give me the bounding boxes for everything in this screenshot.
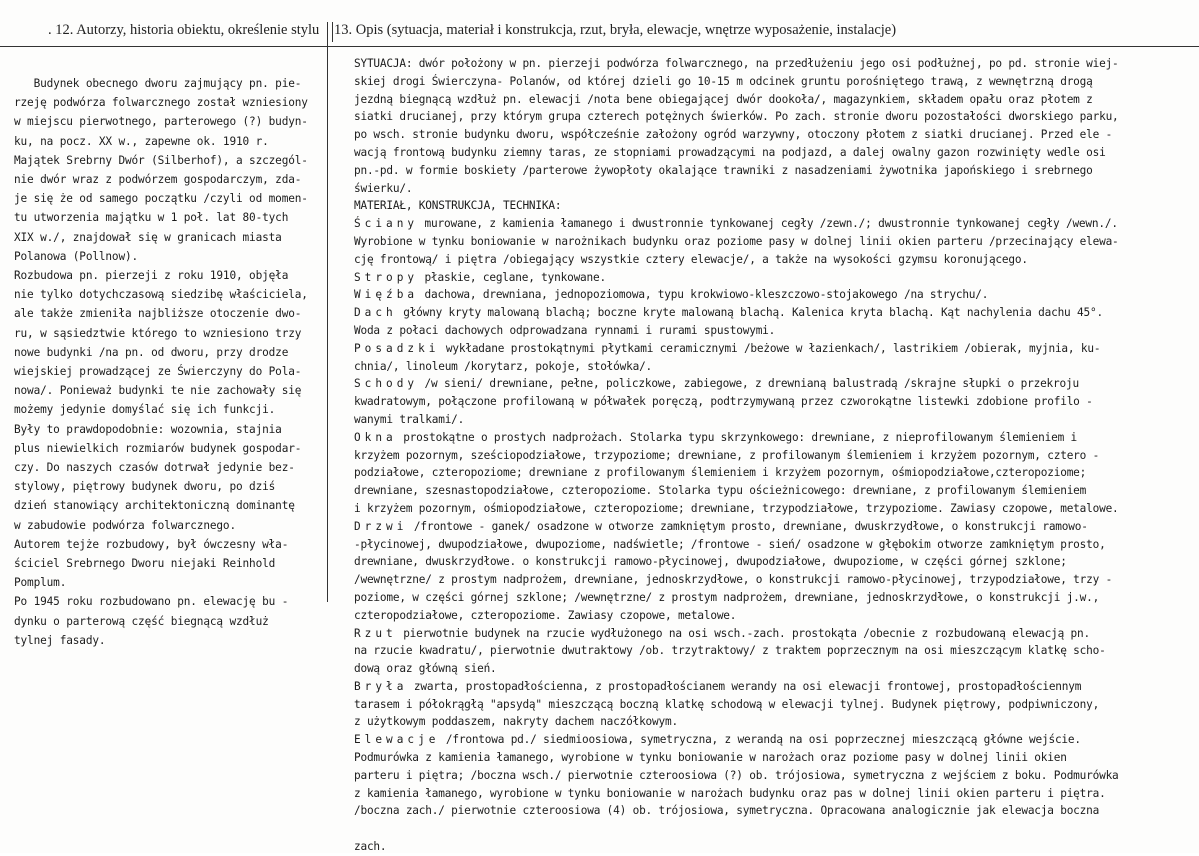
history-line: rzeję podwórza folwarcznego został wzniesiony — [14, 96, 308, 110]
line-text: i krzyżem pozornym, ośmiopodziałowe, czteropoziome; drewniane, trzypodziałowe, trzypoziome. Zawiasy czopowe, metalowe. — [354, 501, 1119, 515]
section-label: Elewacje — [354, 733, 440, 747]
description-line — [354, 802, 1194, 820]
history-line: plus niewielkich rozmiarów budynek gospodar- — [14, 441, 302, 455]
history-line: Po 1945 roku rozbudowano pn. elewację bu - — [14, 595, 289, 609]
description-line — [354, 269, 1194, 287]
line-text: -płycinowej, dwupodziałowe, dwupoziome, nadświetle; /frontowe - sień/ osadzone w głębokim otworze zamkniętym prosto, — [354, 537, 1106, 551]
description-line — [354, 286, 1194, 304]
section-label: Schody — [354, 377, 419, 391]
history-line: ale także zmieniła najbliższe otoczenie dwo- — [14, 307, 302, 321]
history-line: w zabudowie podwórza folwarcznego. — [14, 518, 236, 532]
history-line: ru, w sąsiedztwie którego to wzniesiono trzy — [14, 326, 302, 340]
history-line: Pomplum. — [14, 576, 67, 590]
description-line — [354, 500, 1194, 518]
history-line: Autorem tejże rozbudowy, był ówczesny wła- — [14, 537, 289, 551]
line-text: dową oraz główną sień. — [354, 662, 497, 676]
description-line — [354, 411, 1194, 429]
line-text: z kamienia łamanego, wyrobione w tynku boniowanie w narożach budynku oraz pas w dolnej linii okien parteru i piętra. — [354, 786, 1106, 800]
line-text: wacją frontową budynku ziemny taras, ze stopniami prowadzącymi na podjazd, a dalej owalny gazon rozwinięty wedle osi — [354, 145, 1106, 159]
description-line — [354, 607, 1194, 625]
description-line — [354, 713, 1194, 731]
line-text: /boczna zach./ pierwotnie czteroosiowa (4) ob. trójosiowa, symetryczna. Opracowana analogicznie jak elewacja boczna — [354, 804, 1100, 818]
line-text: chnia/, linoleum /korytarz, pokoje, stołówka/. — [354, 359, 653, 373]
section-label: Rzut — [354, 626, 397, 640]
line-text: wykładane prostokątnymi płytkami ceramicznymi /beżowe w łazienkach/, lastrikiem /obierak, myjnia, ku- — [439, 341, 1101, 355]
line-text: czteropodziałowe, czteropoziome. Zawiasy czopowe, metalowe. — [354, 608, 737, 622]
line-text: SYTUACJA: dwór położony w pn. pierzeji podwórza folwarcznego, na przedłużeniu jego osi podłużnej, po pd. stronie wiej- — [354, 57, 1119, 70]
history-line: XIX w./, znajdował się w granicach miasta — [14, 230, 282, 244]
description-line — [354, 678, 1194, 696]
line-text: główny kryty malowaną blachą; boczne kryte malowaną blachą. Kalenica kryta blachą. Kąt nachylenia dachu 45°. — [396, 306, 1103, 320]
line-text: zwarta, prostopadłościenna, z prostopadłościanem werandy na osi elewacji frontowej, prostopadłościennym — [407, 679, 1082, 693]
header-column-mark — [332, 22, 333, 42]
history-line: czy. Do naszych czasów dotrwał jedynie bez- — [14, 461, 295, 475]
description-line — [354, 767, 1194, 785]
history-line: Budynek obecnego dworu zajmujący pn. pie- — [14, 77, 302, 90]
section-label: Drzwi — [354, 519, 408, 533]
line-text: podziałowe, czteropoziome; drewniane z profilowanym ślemieniem i krzyżem pozornym, ośmiopodziałowe,czteropoziome; — [354, 466, 1087, 480]
line-text: Podmurówka z kamienia łamanego, wyrobione w tynku boniowanie w narożach oraz poziome pasy w dolnej linii okien — [354, 751, 1067, 765]
history-line: Rozbudowa pn. pierzeji z roku 1910, objęła — [14, 269, 289, 283]
section-label: Ściany — [354, 217, 419, 231]
description-line — [354, 91, 1194, 109]
history-line: wiejskiej prowadzącej ze Świerczyny do Pola- — [14, 365, 302, 379]
line-text: drewniane, szesnastopodziałowe, czteropoziome. Stolarka typu ościeżnicowego: drewniane, z profilowanym ślemieniem — [354, 484, 1087, 498]
history-line: Polanowa (Pollnow). — [14, 249, 139, 263]
description-line — [354, 358, 1194, 376]
description-line — [354, 393, 1194, 411]
line-text: /frontowa pd./ siedmioosiowa, symetryczna, z werandą na osi poprzecznej mieszczącą główne wejście. — [439, 733, 1081, 747]
description-line — [354, 375, 1194, 393]
history-line: nie dwór wraz z podwórzem gospodarczym, zda- — [14, 173, 302, 187]
description-line — [354, 251, 1194, 269]
line-text: płaskie, ceglane, tynkowane. — [418, 270, 606, 284]
history-line: dynku o parterową część biegnącą wzdłuż — [14, 614, 269, 628]
description-line — [354, 482, 1194, 500]
history-line: stylowy, piętrowy budynek dworu, po dziś — [14, 480, 276, 494]
section-13-title: 13. Opis (sytuacja, materiał i konstrukcja, rzut, bryła, elewacje, wnętrze wyposażenie, instalacje) — [334, 22, 897, 38]
history-line: Były to prawdopodobnie: wozownia, stajnia — [14, 422, 282, 436]
section-label: Dach — [354, 306, 397, 320]
line-text: świerku/. — [354, 181, 413, 195]
history-line: ściciel Srebrnego Dworu niejaki Reinhold — [14, 557, 276, 571]
description-line — [354, 447, 1194, 465]
line-text: Woda z połaci dachowych odprowadzana rynnami i rurami spustowymi. — [354, 323, 776, 337]
line-text: pierwotnie budynek na rzucie wydłużonego na osi wsch.-zach. prostokąta /obecnie z rozbudowaną elewacją pn. — [396, 626, 1090, 640]
history-line: ku, na pocz. XX w., zapewne ok. 1910 r. — [14, 134, 269, 148]
section-label: Więźba — [354, 288, 419, 302]
history-line: nie tylko dotychczasową siedzibę właściciela, — [14, 288, 308, 302]
description-text — [354, 55, 1194, 856]
history-line: je się że od samego początku /czyli od momen- — [14, 192, 308, 206]
history-line: nowe budynki /na pn. od dworu, przy drodze — [14, 345, 289, 359]
description-line — [354, 180, 1194, 198]
line-text: parteru i piętra; /boczna wsch./ pierwotnie czteroosiowa (?) ob. trójosiowa, symetryczna z wejściem z boku. Podmurówka — [354, 768, 1119, 782]
line-text: wanymi tralkami/. — [354, 412, 465, 426]
section-label: Bryła — [354, 679, 408, 693]
description-line — [354, 553, 1194, 571]
history-line: możemy jedynie domyślać się ich funkcji. — [14, 403, 276, 417]
line-text: murowane, z kamienia łamanego i dwustronnie tynkowanej cegły /zewn./; dwustronnie tynkowanej cegły /wewn./. — [418, 217, 1118, 231]
line-text: pn.-pd. w formie boskiety /parterowe żywopłoty okalające trawniki z nasadzeniami żywotnika japońskiego i srebrnego — [354, 163, 1093, 177]
line-text: skiej drogi Świerczyna- Polanów, od której dzieli go 10-15 m odcinek gruntu porośniętego trawą, z wewnętrzną drogą — [354, 74, 1093, 88]
description-line — [354, 144, 1194, 162]
line-text: poziome, w części górnej szklone; /wewnętrzne/ z prostym nadprożem, drewniane, jednoskrzydłowe, o konstrukcji j.w., — [354, 590, 1100, 604]
description-line — [354, 642, 1194, 660]
line-text: jezdną biegnącą wzdłuż pn. elewacji /nota bene obiegającej dwór dookoła/, magazynkiem, składem opału oraz płotem z — [354, 92, 1093, 106]
description-line — [354, 55, 1194, 73]
line-text: cję frontową/ i piętra /obiegający wszystkie cztery elewacje/, a także na wysokości gzymsu koronującego. — [354, 252, 1028, 266]
history-line: Majątek Srebrny Dwór (Silberhof), a szczegól- — [14, 153, 308, 167]
line-text: siatki drucianej, przy którym grupa czterech potężnych świerków. Po zach. stronie dworu pozostałości dworskiego parku, — [354, 110, 1119, 124]
description-line — [354, 304, 1194, 322]
history-line: dzień stanowiący architektoniczną dominantę — [14, 499, 295, 513]
line-text: Wyrobione w tynku boniowanie w narożnikach budynku oraz poziome pasy w dolnej linii okien parteru /przecinający elewa- — [354, 234, 1119, 248]
description-line — [354, 731, 1194, 749]
description-line — [354, 429, 1194, 447]
line-text: z użytkowym poddaszem, nakryty dachem naczółkowym. — [354, 715, 678, 729]
section-label: Okna — [354, 430, 397, 444]
description-line — [354, 340, 1194, 358]
description-line — [354, 589, 1194, 607]
section-12-title: . 12. Autorzy, historia obiektu, określenie stylu — [48, 22, 320, 38]
description-line — [354, 464, 1194, 482]
line-text: krzyżem pozornym, sześciopodziałowe, trzypoziome; drewniane, z profilowanym ślemieniem i krzyżem pozornym, cztero - — [354, 448, 1100, 462]
line-text: /wewnętrzne/ z prostym nadprożem, drewniane, jednoskrzydłowe, o konstrukcji ramowo-płycinowej, trzypodziałowe, trzy - — [354, 573, 1113, 587]
description-line — [354, 518, 1194, 536]
description-line — [354, 126, 1194, 144]
line-text: kwadratowym, połączone profilowaną w półwałek poręczą, podtrzymywaną przez czworokątne listewki zdobione profilo - — [354, 395, 1093, 409]
line-text: MATERIAŁ, KONSTRUKCJA, TECHNIKA: — [354, 199, 562, 213]
history-line: nowa/. Ponieważ budynki te nie zachowały się — [14, 384, 302, 398]
description-line — [354, 660, 1194, 678]
history-line: tylnej fasady. — [14, 633, 106, 647]
description-line — [354, 571, 1194, 589]
description-line — [354, 536, 1194, 554]
line-text: zach. — [354, 840, 387, 854]
section-label: Posadzki — [354, 341, 440, 355]
description-line — [354, 73, 1194, 91]
line-text: po wsch. stronie budynku dworu, współcześnie założony ogród warzywny, otoczony płotem z siatki drucianej. Przed ele - — [354, 128, 1113, 142]
header-divider — [0, 46, 1199, 47]
description-line — [354, 696, 1194, 714]
description-line — [354, 322, 1194, 340]
section-label: Stropy — [354, 270, 419, 284]
description-line — [354, 215, 1194, 233]
history-text — [14, 74, 326, 650]
line-text: drewniane, dwuskrzydłowe. o konstrukcji ramowo-płycinowej, dwupodziałowe, dwupoziome, w części górnej szklone; — [354, 555, 1067, 569]
history-line: tu utworzenia majątku w 1 poł. lat 80-tych — [14, 211, 289, 225]
line-text: /frontowe - ganek/ osadzone w otworze zamkniętym prosto, drewniane, dwuskrzydłowe, o konstrukcji ramowo- — [407, 519, 1088, 533]
column-divider — [327, 22, 328, 602]
description-line — [354, 162, 1194, 180]
description-line — [354, 233, 1194, 251]
description-line — [354, 820, 1194, 838]
history-line: w miejscu pierwotnego, parterowego (?) budyn- — [14, 115, 308, 129]
line-text: /w sieni/ drewniane, pełne, policzkowe, zabiegowe, z drewnianą balustradą /skrajne słupki o przekroju — [418, 377, 1079, 391]
description-line — [354, 108, 1194, 126]
description-line — [354, 838, 1194, 856]
line-text — [354, 822, 360, 835]
line-text: na rzucie kwadratu/, pierwotnie dwutraktowy /ob. trzytraktowy/ z traktem poprzecznym na osi mieszczącym klatkę scho- — [354, 644, 1106, 658]
line-text: tarasem i półokrągłą "apsydą" mieszczącą boczną klatkę schodową w elewacji tylnej. Budynek piętrowy, podpiwniczony, — [354, 697, 1100, 711]
description-line — [354, 785, 1194, 803]
description-line — [354, 625, 1194, 643]
line-text: prostokątne o prostych nadprożach. Stolarka typu skrzynkowego: drewniane, z nieprofilowanym ślemieniem i — [396, 430, 1078, 444]
description-line — [354, 197, 1194, 215]
line-text: dachowa, drewniana, jednopoziomowa, typu krokwiowo-kleszczowo-stojakowego /na strychu/. — [418, 288, 989, 302]
description-line — [354, 749, 1194, 767]
